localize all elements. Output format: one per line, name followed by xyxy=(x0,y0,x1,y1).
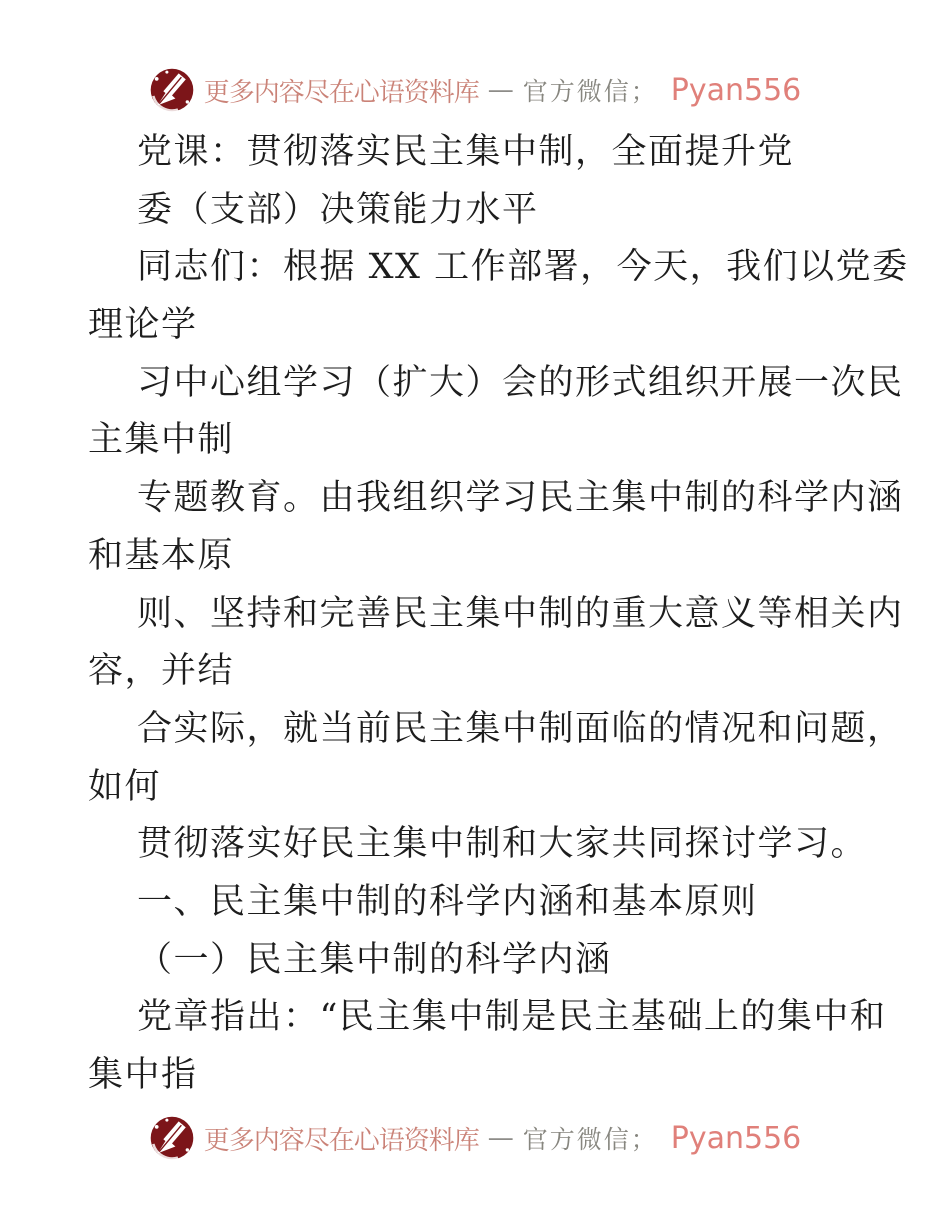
text-line: 和基本原 xyxy=(88,535,235,576)
watermark-separator: — xyxy=(487,1123,514,1153)
watermark-text: 更多内容尽在心语资料库 xyxy=(203,1125,479,1156)
text-line: 如何 xyxy=(88,766,162,807)
watermark-channel-label: 官方微信； xyxy=(522,1125,658,1154)
watermark-channel-id: Pyan556 xyxy=(670,1120,802,1156)
text-line: 党课：贯彻落实民主集中制，全面提升党 xyxy=(137,132,795,172)
text-line: 则、坚持和完善民主集中制的重大意义等相关内 xyxy=(137,593,904,634)
text-line: 主集中制 xyxy=(88,420,235,461)
text-line: 理论学 xyxy=(88,305,198,346)
text-line: 专题教育。由我组织学习民主集中制的科学内涵 xyxy=(137,478,904,519)
watermark-text: 更多内容尽在心语资料库 xyxy=(203,77,479,108)
text-line: 委（支部）决策能力水平 xyxy=(137,189,539,230)
document-body xyxy=(88,124,918,1105)
pen-circle-logo-icon xyxy=(149,66,195,114)
watermark-channel-label: 官方微信； xyxy=(522,77,658,106)
text-line: （一）民主集中制的科学内涵 xyxy=(137,939,612,980)
text-line: 合实际，就当前民主集中制面临的情况和问题， xyxy=(137,708,904,749)
text-line: 同志们：根据 XX 工作部署，今天，我们以党委 xyxy=(137,247,909,288)
text-line: 集中指 xyxy=(88,1055,198,1095)
text-line: 党章指出：“民主集中制是民主基础上的集中和 xyxy=(137,997,887,1038)
watermark-separator: — xyxy=(487,75,514,105)
text-line: 习中心组学习（扩大）会的形式组织开展一次民 xyxy=(137,362,904,403)
text-line: 容，并结 xyxy=(88,651,235,692)
text-line: 一、民主集中制的科学内涵和基本原则 xyxy=(137,881,758,922)
footer-watermark xyxy=(0,1108,950,1168)
header-watermark xyxy=(0,60,950,120)
text-line: 贯彻落实好民主集中制和大家共同探讨学习。 xyxy=(137,824,868,865)
watermark-channel-id: Pyan556 xyxy=(670,72,802,108)
pen-circle-logo-icon xyxy=(149,1114,195,1162)
